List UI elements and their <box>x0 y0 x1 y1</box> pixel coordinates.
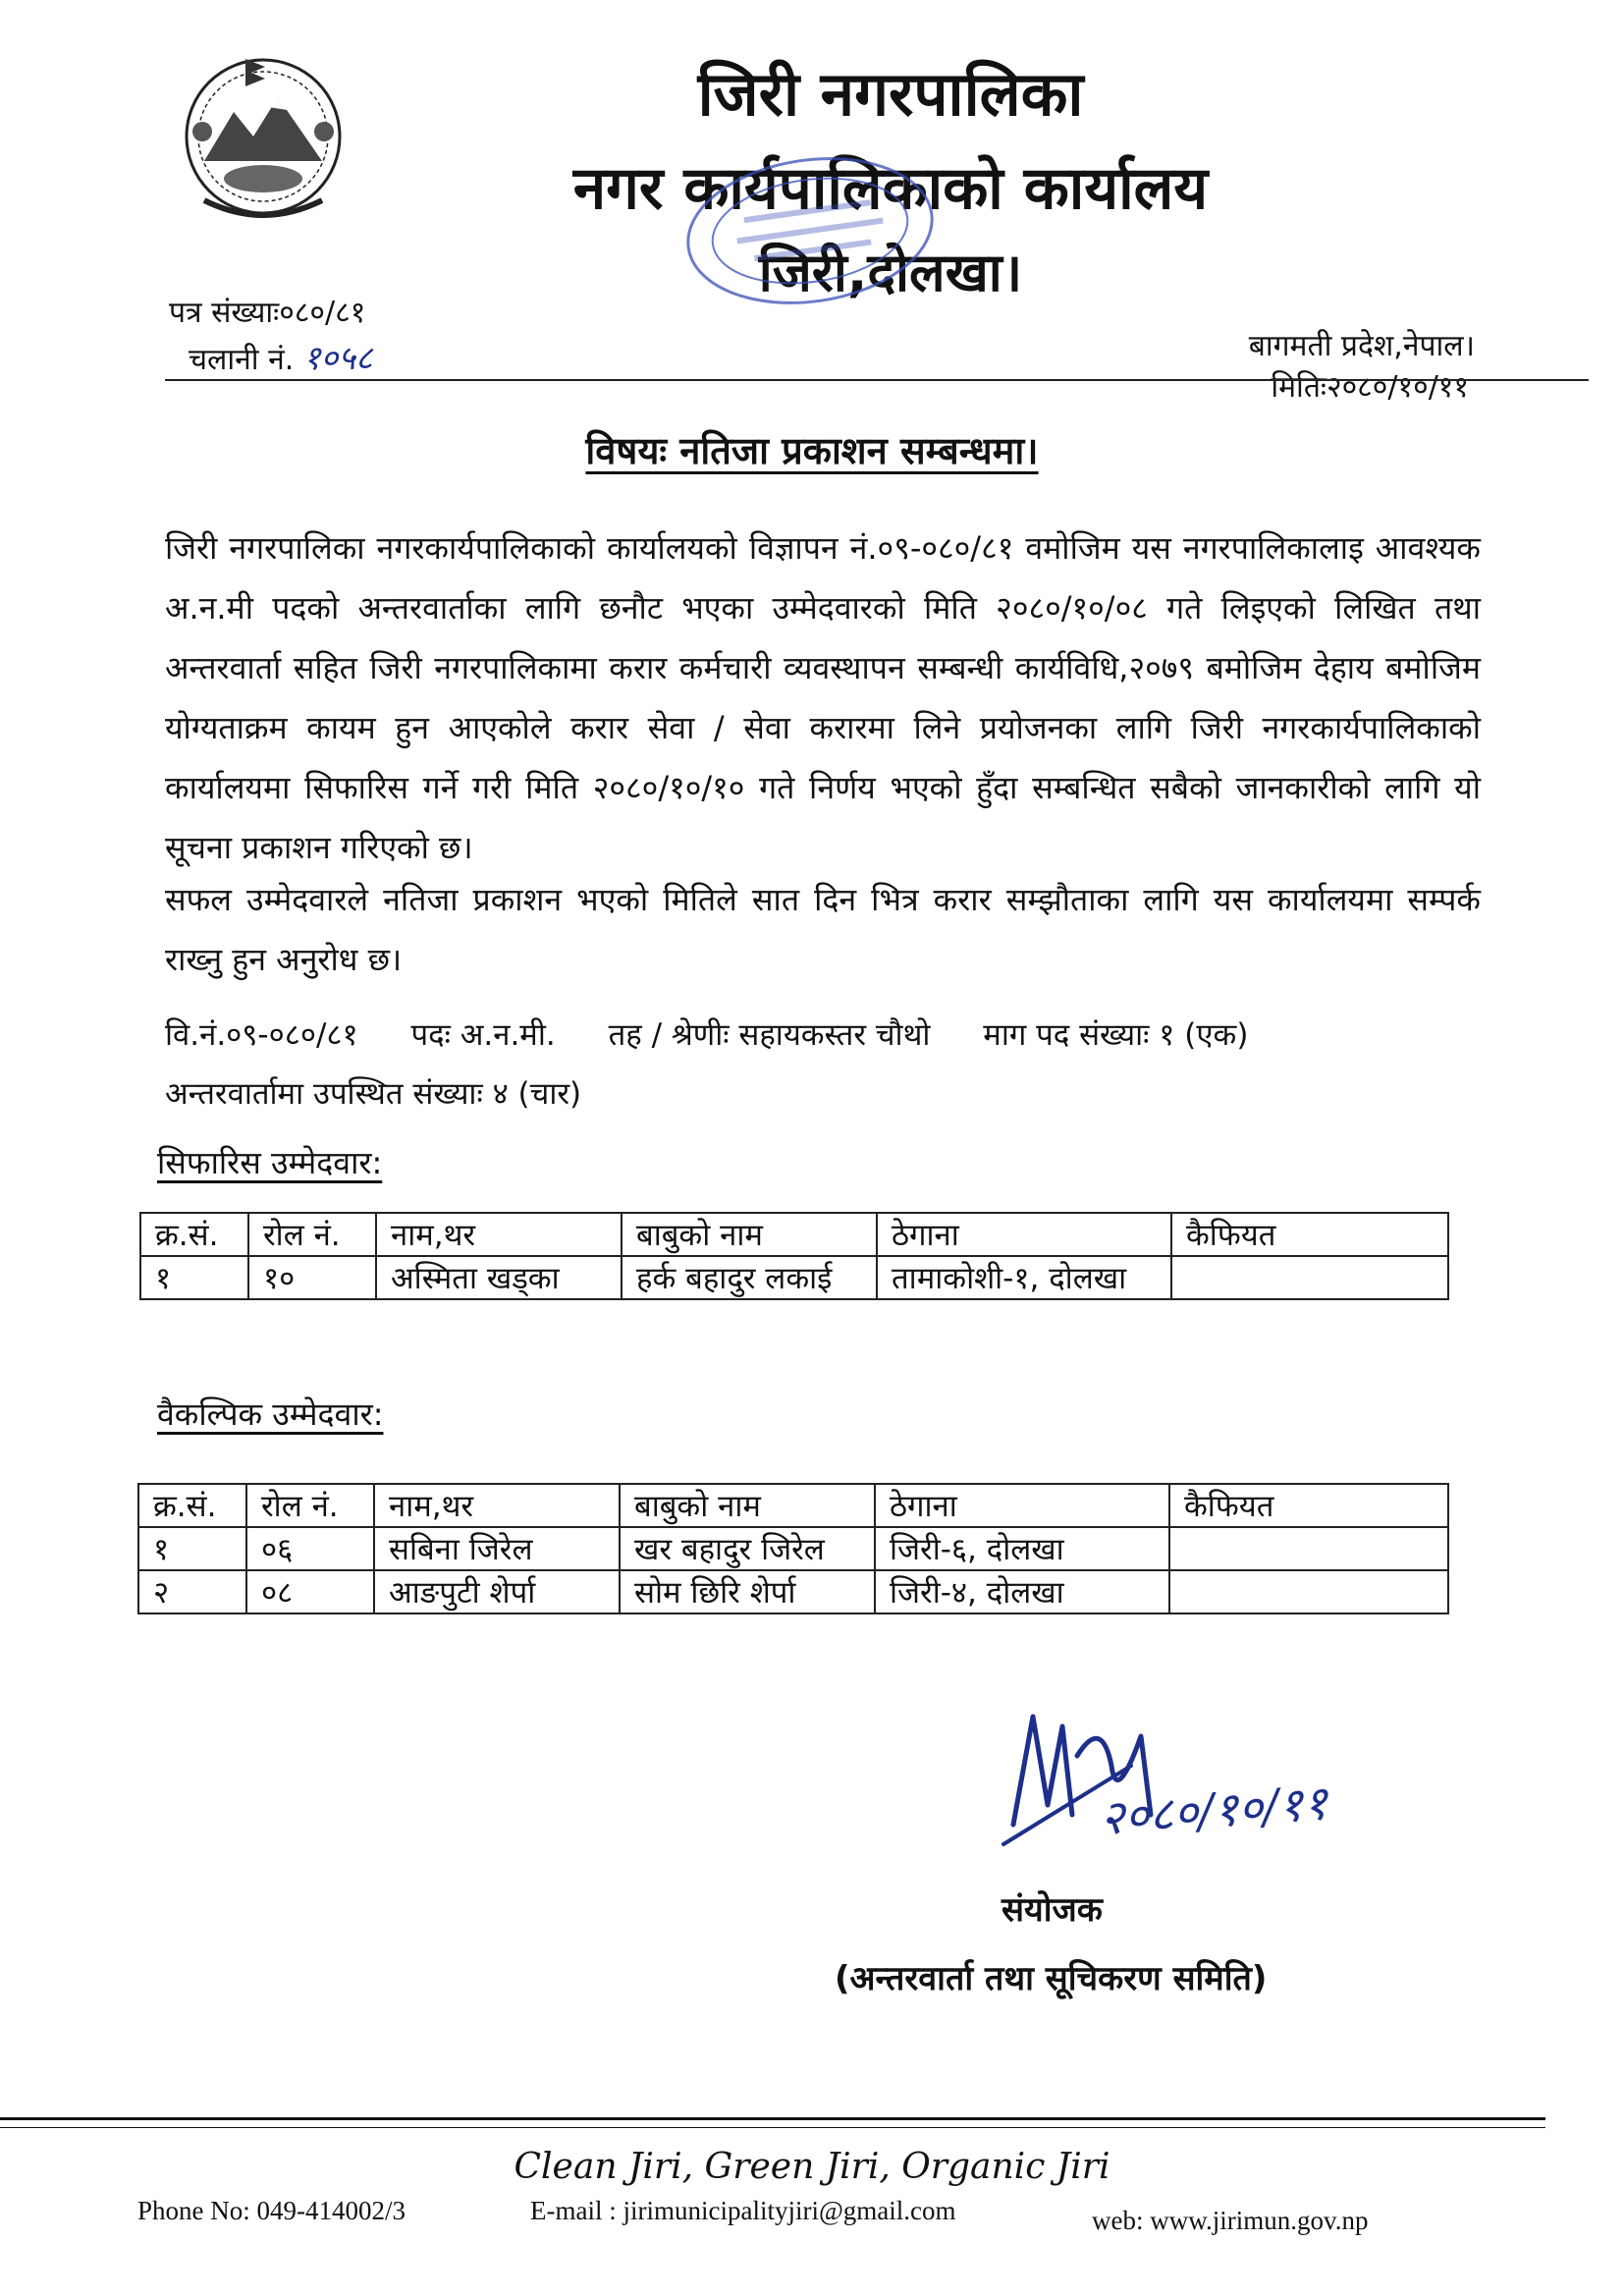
col-roll: रोल नं. <box>246 1484 374 1527</box>
footer-slogan: Clean Jiri, Green Jiri, Organic Jiri <box>514 2147 1110 2187</box>
col-remarks: कैफियत <box>1169 1484 1448 1527</box>
committee-name: (अन्तरवार्ता तथा सूचिकरण समिति) <box>835 1959 1268 1998</box>
table-header-row <box>138 1484 1448 1527</box>
table-row <box>140 1256 1448 1299</box>
col-serial: क्र.सं. <box>138 1484 246 1527</box>
footer-website: web: www.jirimun.gov.np <box>1092 2206 1369 2235</box>
dispatch-label: चलानी नं. <box>189 343 295 377</box>
col-remarks: कैफियत <box>1171 1213 1448 1256</box>
advertisement-number: वि.नं.०९-०८०/८१ <box>165 1017 358 1053</box>
cell-serial: १ <box>138 1527 246 1570</box>
cell-roll: १० <box>248 1256 376 1299</box>
signatory-role: संयोजक <box>1001 1890 1103 1930</box>
recommended-heading: सिफारिस उम्मेदवार: <box>157 1144 383 1181</box>
cell-roll: ०८ <box>246 1570 374 1613</box>
office-stamp <box>677 147 943 314</box>
province-address: बागमती प्रदेश,नेपाल। <box>1248 329 1475 363</box>
footer-divider-thin <box>0 2127 1545 2128</box>
cell-remarks <box>1169 1570 1448 1613</box>
office-name: नगर कार्यपालिकाको कार्यालय <box>572 154 1209 223</box>
municipality-name: जिरी नगरपालिका <box>697 58 1084 130</box>
alternate-candidates-table <box>137 1483 1449 1614</box>
dispatch-number <box>189 334 373 379</box>
interview-attendance: अन्तरवार्तामा उपस्थित संख्याः ४ (चार) <box>165 1076 582 1112</box>
vacancy-info <box>165 1013 1291 1055</box>
table-header-row <box>140 1213 1448 1256</box>
cell-father: सोम छिरि शेर्पा <box>620 1570 875 1613</box>
level-class: तह / श्रेणीः सहायकस्तर चौथो <box>608 1017 931 1053</box>
signature-date: २०८०/१०/११ <box>1098 1775 1329 1847</box>
cell-remarks <box>1169 1527 1448 1570</box>
letter-date: मितिः२०८०/१०/११ <box>1271 370 1469 405</box>
subject-line <box>0 424 1624 475</box>
subject-text: विषयः नतिजा प्रकाशन सम्बन्धमा। <box>585 429 1039 472</box>
cell-father: खर बहादुर जिरेल <box>620 1527 875 1570</box>
cell-roll: ०६ <box>246 1527 374 1570</box>
cell-name: आङपुटी शेर्पा <box>374 1570 620 1613</box>
alternate-heading: वैकल्पिक उम्मेदवार: <box>157 1395 384 1433</box>
cell-name: अस्मिता खड्का <box>376 1256 622 1299</box>
notice-paragraph-1: जिरी नगरपालिका नगरकार्यपालिकाको कार्यालयको विज्ञापन नं.०९-०८०/८१ वमोजिम यस नगरपालिकालाइ आवश्यक अ.न.मी पदको अन्तरवार्ताका लागि छनौट भएका उम्मेदवारको मिति २०८०/१०/०८ गते लिइएको लिखित तथा अन्तरवार्ता सहित जिरी नगरपालिकामा करार कर्मचारी व्यवस्थापन सम्बन्धी कार्यविधि,२०७९ बमोजिम देहाय बमोजिम योग्यताक्रम कायम हुन आएकोले करार सेवा / सेवा करारमा लिने प्रयोजनका लागि जिरी नगरकार्यपालिकाको कार्यालयमा सिफारिस गर्ने गरी मिति २०८०/१०/१० गते निर्णय भएको हुँदा सम्बन्धित सबैको जानकारीको लागि यो सूचना प्रकाशन गरिएको छ। <box>165 529 1481 866</box>
cell-name: सबिना जिरेल <box>374 1527 620 1570</box>
col-address: ठेगाना <box>877 1213 1171 1256</box>
notice-paragraph-2: सफल उम्मेदवारले नतिजा प्रकाशन भएको मितिले सात दिन भित्र करार सम्झौताका लागि यस कार्यालयमा सम्पर्क राख्नु हुन अनुरोध छ। <box>165 881 1481 978</box>
col-father: बाबुको नाम <box>620 1484 875 1527</box>
letter-reference-number: पत्र संख्याः०८०/८१ <box>169 296 366 330</box>
cell-address: जिरी-४, दोलखा <box>875 1570 1169 1613</box>
demand-count: माग पद संख्याः १ (एक) <box>983 1017 1249 1053</box>
cell-address: तामाकोशी-१, दोलखा <box>877 1256 1171 1299</box>
col-address: ठेगाना <box>875 1484 1169 1527</box>
col-name: नाम,थर <box>374 1484 620 1527</box>
cell-serial: २ <box>138 1570 246 1613</box>
col-father: बाबुको नाम <box>622 1213 877 1256</box>
footer-divider <box>0 2117 1545 2120</box>
cell-serial: १ <box>140 1256 248 1299</box>
cell-remarks <box>1171 1256 1448 1299</box>
cell-father: हर्क बहादुर लकाई <box>622 1256 877 1299</box>
footer-phone: Phone No: 049-414002/3 <box>137 2196 406 2225</box>
post-name: पदः अ.न.मी. <box>410 1017 556 1053</box>
cell-address: जिरी-६, दोलखा <box>875 1527 1169 1570</box>
office-location: जिरी,दोलखा। <box>758 242 1023 303</box>
col-roll: रोल नं. <box>248 1213 376 1256</box>
table-row <box>138 1527 1448 1570</box>
col-name: नाम,थर <box>376 1213 622 1256</box>
dispatch-handwritten-number: १०५८ <box>302 339 373 378</box>
header-divider <box>165 379 1589 381</box>
recommended-candidates-table <box>139 1212 1449 1300</box>
table-row <box>138 1570 1448 1613</box>
footer-email: E-mail : jirimunicipalityjiri@gmail.com <box>530 2196 956 2225</box>
col-serial: क्र.सं. <box>140 1213 248 1256</box>
